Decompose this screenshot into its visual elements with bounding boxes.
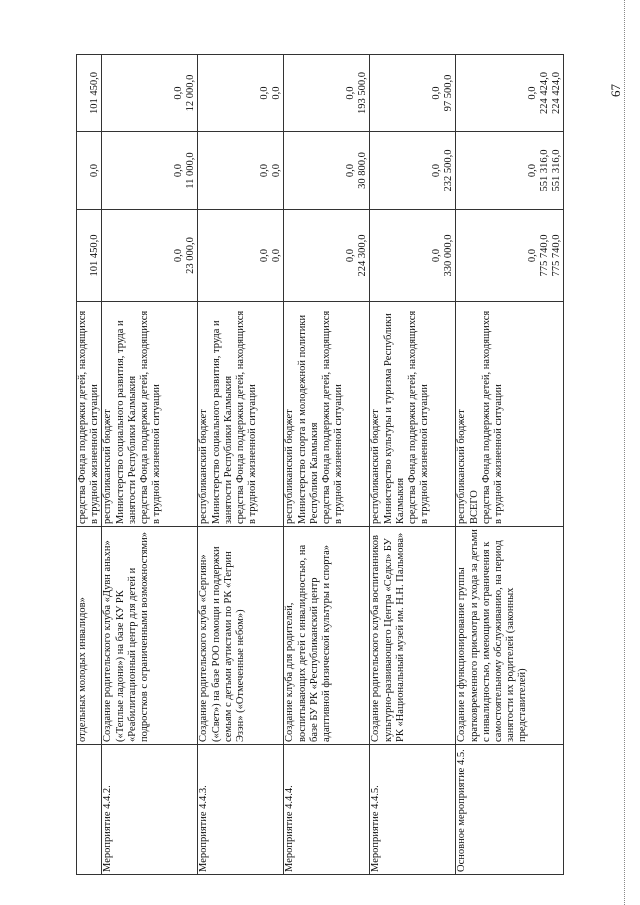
- value-a: 0,0 30 800,0: [284, 132, 370, 210]
- value-b: 0,0 12 000,0: [102, 55, 198, 132]
- value-b: 0,0 0,0: [198, 55, 284, 132]
- measure-description: Создание родительского клуба воспитанников культурно-развивающего Центра «Седкл» БУ РК «Национальный музей им. Н.Н. Пальмова»: [370, 527, 456, 745]
- measure-name: Мероприятие 4.4.5.: [370, 745, 456, 875]
- value-total: 0,0 0,0: [198, 210, 284, 302]
- value-b: 0,0 193 500,0: [284, 55, 370, 132]
- value-a: 0,0: [77, 132, 102, 210]
- measure-name: [77, 745, 102, 875]
- table-row: [456, 55, 564, 875]
- funding-sources: республиканский бюджет Министерство социального развития, труда и занятости Республики Калмыкия средства Фонда поддержки детей, находящихся в трудной жизненной ситуации: [102, 302, 198, 527]
- value-a: 0,0 232 500,0: [370, 132, 456, 210]
- funding-sources: республиканский бюджет Министерство культуры и туризма Республики Калмыкия средства Фонда поддержки детей, находящихся в трудной жизненной ситуации: [370, 302, 456, 527]
- value-b: 0,0 97 500,0: [370, 55, 456, 132]
- program-table: [76, 54, 564, 875]
- measure-name: Основное мероприятие 4.5.: [456, 745, 564, 875]
- measure-name: Мероприятие 4.4.3.: [198, 745, 284, 875]
- table-row: [284, 55, 370, 875]
- measure-description: Создание родительского клуба «Сергиян» («Свет») на базе РОО помощи и поддержки семьям с детьми аутистами по РК «Тегрин Эзэн» («Отмеченные небом»): [198, 527, 284, 745]
- funding-sources: республиканский бюджет ВСЕГО средства Фонда поддержки детей, находящихся в трудной жизненной ситуации: [456, 302, 564, 527]
- value-total: 0,0 224 300,0: [284, 210, 370, 302]
- value-total: 0,0 775 740,0 775 740,0: [456, 210, 564, 302]
- page-number: 67: [608, 84, 623, 97]
- table-row: [198, 55, 284, 875]
- value-b: 101 450,0: [77, 55, 102, 132]
- value-a: 0,0 11 000,0: [102, 132, 198, 210]
- value-total: 0,0 23 000,0: [102, 210, 198, 302]
- measure-name: Мероприятие 4.4.2.: [102, 745, 198, 875]
- measure-description: Создание и функционирование группы кратковременного присмотра и ухода за детьми с инвалидностью, имеющими ограничения к самостоятельному обслуживанию, на период занятости их родителей (законных представителей): [456, 527, 564, 745]
- measure-name: Мероприятие 4.4.4.: [284, 745, 370, 875]
- table-row: [102, 55, 198, 875]
- measure-description: Создание родительского клуба «Дувн аньхн» («Теплые ладони») на базе КУ РК «Реабилитационный центр для детей и подростков с ограниченными возможностями»: [102, 527, 198, 745]
- funding-sources: республиканский бюджет Министерство социального развития, труда и занятости Республики Калмыкия средства Фонда поддержки детей, находящихся в трудной жизненной ситуации: [198, 302, 284, 527]
- measure-description: отдельных молодых инвалидов»: [77, 527, 102, 745]
- value-a: 0,0 551 316,0 551 316,0: [456, 132, 564, 210]
- value-a: 0,0 0,0: [198, 132, 284, 210]
- value-b: 0,0 224 424,0 224 424,0: [456, 55, 564, 132]
- table-row: [77, 55, 102, 875]
- funding-sources: республиканский бюджет Министерство спорта и молодежной политики Республики Калмыкия средства Фонда поддержки детей, находящихся в трудной жизненной ситуации: [284, 302, 370, 527]
- value-total: 0,0 330 000,0: [370, 210, 456, 302]
- value-total: 101 450,0: [77, 210, 102, 302]
- table-row: [370, 55, 456, 875]
- page-edge-line: [624, 0, 625, 905]
- funding-sources: средства Фонда поддержки детей, находящихся в трудной жизненной ситуации: [77, 302, 102, 527]
- measure-description: Создание клуба для родителей, воспитывающих детей с инвалидностью, на базе БУ РК «Республиканский центр адаптивной физической культуры и спорта»: [284, 527, 370, 745]
